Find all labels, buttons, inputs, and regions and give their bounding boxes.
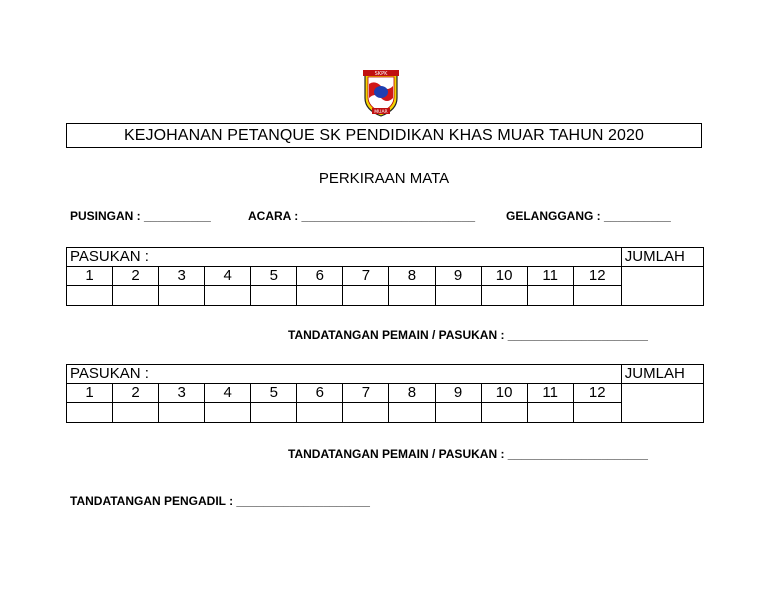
round-header: 6 xyxy=(297,267,343,286)
round-header: 4 xyxy=(205,384,251,403)
school-logo xyxy=(357,68,405,118)
score-cell[interactable] xyxy=(205,403,251,423)
score-table-2 xyxy=(66,364,704,423)
round-header: 4 xyxy=(205,267,251,286)
gelanggang-field[interactable]: GELANGGANG : __________ xyxy=(506,209,671,223)
pasukan-label: PASUKAN : xyxy=(67,248,622,267)
round-header: 1 xyxy=(67,267,113,286)
round-header: 10 xyxy=(481,267,527,286)
score-cell[interactable] xyxy=(251,403,297,423)
round-header: 3 xyxy=(159,267,205,286)
score-cell[interactable] xyxy=(297,403,343,423)
round-header: 12 xyxy=(573,384,621,403)
score-table-1 xyxy=(66,247,704,306)
round-header: 5 xyxy=(251,267,297,286)
round-header: 9 xyxy=(435,384,481,403)
score-cell[interactable] xyxy=(343,286,389,306)
score-cell[interactable] xyxy=(159,286,205,306)
score-cell[interactable] xyxy=(573,286,621,306)
round-header: 11 xyxy=(527,267,573,286)
logo-text-top: SKPK xyxy=(374,71,388,77)
score-cell[interactable] xyxy=(435,286,481,306)
round-header: 9 xyxy=(435,267,481,286)
jumlah-cell[interactable] xyxy=(621,384,703,423)
round-header: 7 xyxy=(343,267,389,286)
round-header: 5 xyxy=(251,384,297,403)
referee-signature[interactable]: TANDATANGAN PENGADIL : ____________________ xyxy=(70,494,370,508)
round-header: 1 xyxy=(67,384,113,403)
round-header: 12 xyxy=(573,267,621,286)
round-header: 6 xyxy=(297,384,343,403)
score-cell[interactable] xyxy=(113,403,159,423)
score-cell[interactable] xyxy=(67,286,113,306)
score-cell[interactable] xyxy=(435,403,481,423)
score-cell[interactable] xyxy=(67,403,113,423)
page-subtitle: PERKIRAAN MATA xyxy=(318,170,450,187)
score-cell[interactable] xyxy=(297,286,343,306)
score-cell[interactable] xyxy=(343,403,389,423)
jumlah-label: JUMLAH xyxy=(621,248,703,267)
score-cell[interactable] xyxy=(113,286,159,306)
score-cell[interactable] xyxy=(251,286,297,306)
score-cell[interactable] xyxy=(573,403,621,423)
pasukan-label: PASUKAN : xyxy=(67,365,622,384)
round-header: 8 xyxy=(389,267,435,286)
score-cell[interactable] xyxy=(205,286,251,306)
score-cell[interactable] xyxy=(159,403,205,423)
acara-field[interactable]: ACARA : __________________________ xyxy=(248,209,476,223)
score-cell[interactable] xyxy=(481,286,527,306)
score-cell[interactable] xyxy=(389,403,435,423)
round-header: 8 xyxy=(389,384,435,403)
jumlah-label: JUMLAH xyxy=(621,365,703,384)
player-signature-2[interactable]: TANDATANGAN PEMAIN / PASUKAN : _____________________ xyxy=(288,447,648,461)
jumlah-cell[interactable] xyxy=(621,267,703,306)
logo-text-bottom: MUAR xyxy=(374,110,388,115)
event-title: KEJOHANAN PETANQUE SK PENDIDIKAN KHAS MUAR TAHUN 2020 xyxy=(123,126,645,144)
score-cell[interactable] xyxy=(527,403,573,423)
round-header: 3 xyxy=(159,384,205,403)
score-cell[interactable] xyxy=(527,286,573,306)
round-header: 11 xyxy=(527,384,573,403)
round-header: 2 xyxy=(113,267,159,286)
round-header: 10 xyxy=(481,384,527,403)
score-cell[interactable] xyxy=(389,286,435,306)
round-header: 7 xyxy=(343,384,389,403)
score-cell[interactable] xyxy=(481,403,527,423)
player-signature-1[interactable]: TANDATANGAN PEMAIN / PASUKAN : _____________________ xyxy=(288,328,648,342)
event-title-box xyxy=(66,123,702,148)
round-header: 2 xyxy=(113,384,159,403)
pusingan-field[interactable]: PUSINGAN : __________ xyxy=(70,209,211,223)
